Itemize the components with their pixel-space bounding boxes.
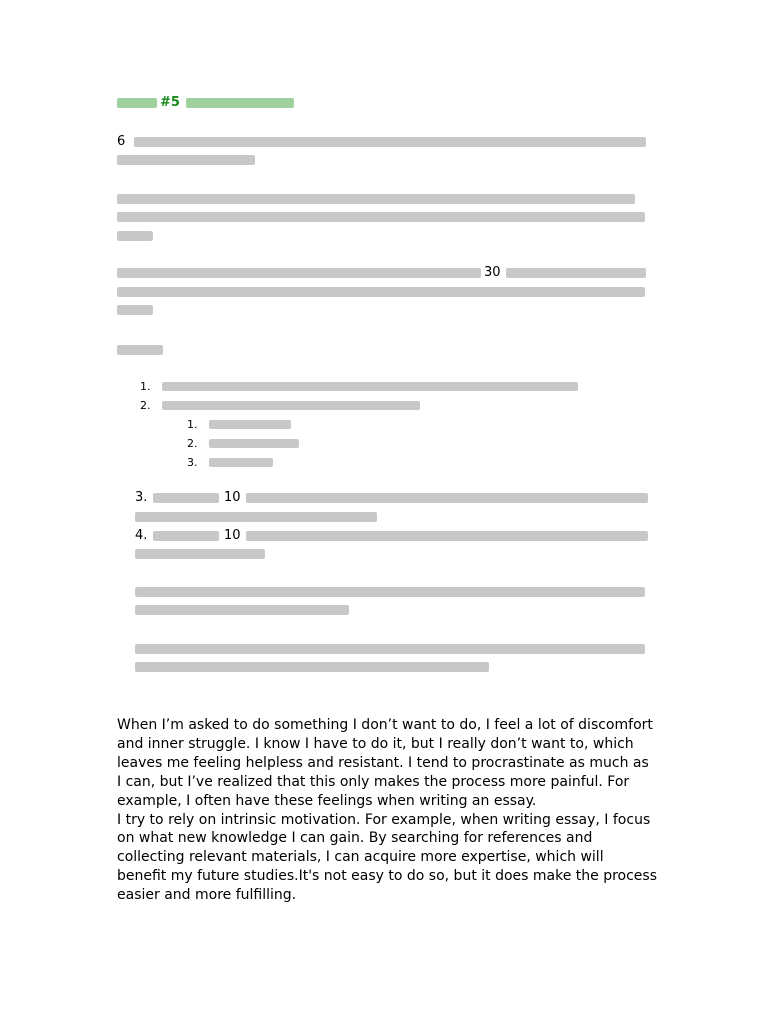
list-item-3-text [246, 493, 648, 503]
paragraph-1-number: 6 [117, 134, 126, 149]
paragraph-2-line [117, 194, 635, 204]
paragraph-1-line [117, 155, 255, 165]
list-item-3-text [153, 493, 219, 503]
english-text-block [117, 716, 657, 905]
indented-paragraph-2-line [135, 644, 645, 654]
sub-item-3-text [209, 458, 273, 467]
paragraph-2-line [117, 231, 153, 241]
paragraph-3-number: 30 [484, 265, 501, 280]
heading-cjk-text [117, 98, 157, 108]
paragraph-2-line [117, 212, 645, 222]
sub-item-1-number: 1. [187, 418, 198, 431]
list-item-2-text [162, 401, 420, 410]
sub-item-1-text [209, 420, 291, 429]
section-label [117, 345, 163, 355]
sub-item-2-number: 2. [187, 437, 198, 450]
sub-item-3-number: 3. [187, 456, 198, 469]
indented-paragraph-1-line [135, 605, 349, 615]
list-item-4-text [246, 531, 648, 541]
indented-paragraph-1-line [135, 587, 645, 597]
list-item-4-value: 10 [224, 528, 241, 543]
list-item-1-text [162, 382, 578, 391]
english-paragraph-2: I try to rely on intrinsic motivation. For example, when writing essay, I focus on what new knowledge I can gain. By searching for references and collecting relevant materials, I can acquire more expertise, which will benefit my future studies.It's not easy to do so, but it does make the process easier and more fulfilling. [117, 811, 658, 904]
list-item-1-number: 1. [140, 380, 151, 393]
english-paragraph-1: When I’m asked to do something I don’t want to do, I feel a lot of discomfort and inner struggle. I know I have to do it, but I really don’t want to, which leaves me feeling helpless and resistant. I tend to procrastinate as much as I can, but I’ve realized that this only makes the process more painful. For example, I often have these feelings when writing an essay. [117, 717, 653, 809]
heading-number: #5 [160, 95, 180, 110]
list-item-3-number: 3. [135, 490, 148, 505]
indented-paragraph-2-line [135, 662, 489, 672]
paragraph-3-line [117, 305, 153, 315]
list-item-2-number: 2. [140, 399, 151, 412]
list-item-4-text [153, 531, 219, 541]
list-item-4-text [135, 549, 265, 559]
sub-item-2-text [209, 439, 299, 448]
list-item-3-value: 10 [224, 490, 241, 505]
paragraph-1-line [134, 137, 646, 147]
heading-cjk-text [186, 98, 294, 108]
paragraph-3-line [506, 268, 646, 278]
paragraph-3-line [117, 268, 481, 278]
list-item-3-text [135, 512, 377, 522]
paragraph-3-line [117, 287, 645, 297]
list-item-4-number: 4. [135, 528, 148, 543]
